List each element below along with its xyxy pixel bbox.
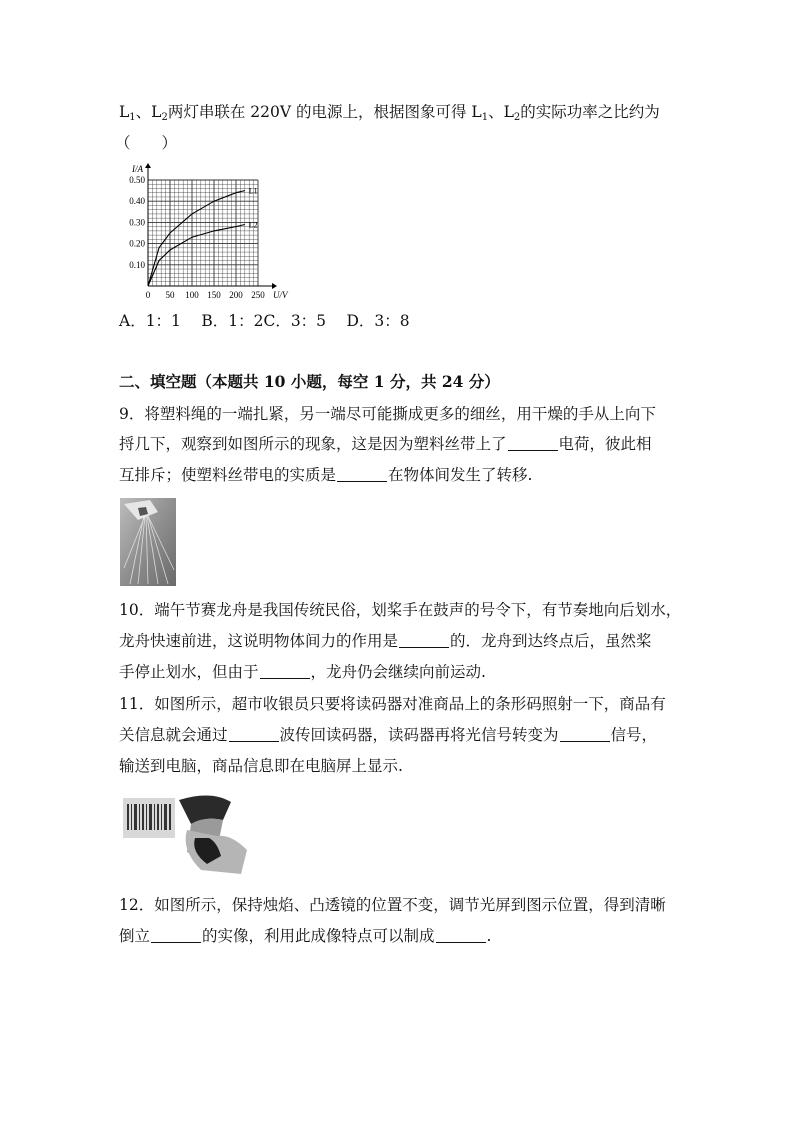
q10-blank-1[interactable] <box>399 633 449 648</box>
q11-line2: 关信息就会通过 波传回读码器，读码器再将光信号转变为 信号， <box>119 726 658 744</box>
q12-line2: 倒立 的实像，利用此成像特点可以制成 . <box>119 927 492 945</box>
q8-stem: $L_1$、$L_2$两灯串联在 220V 的电源上，根据图象可得 $L_1$、$L_2$的实际功率之比约为 <box>119 103 660 123</box>
q11-line1: 11．如图所示，超市收银员只要将读码器对准商品上的条形码照射一下，商品有 <box>119 695 666 713</box>
x-tick-label: 100 <box>185 290 199 300</box>
plastic-strands-photo <box>120 498 176 586</box>
q9-line2: 捋几下，观察到如图所示的现象，这是因为塑料丝带上了 电荷，彼此相 <box>119 435 652 453</box>
x-axis-arrow <box>272 283 277 289</box>
y-tick-label: 0.50 <box>129 175 145 185</box>
q8-answer-paren: （ ） <box>115 134 178 152</box>
x-tick-label: 50 <box>165 290 175 300</box>
q9-line1: 9．将塑料绳的一端扎紧，另一端尽可能撕成更多的细丝，用干燥的手从上向下 <box>119 405 656 423</box>
q9-line3: 互排斥；使塑料丝带电的实质是 在物体间发生了转移. <box>119 466 533 484</box>
section-heading: 二、填空题（本题共 10 小题，每空 1 分，共 24 分） <box>119 372 500 391</box>
q10-line2: 龙舟快速前进，这说明物体间力的作用是 的．龙舟到达终点后，虽然桨 <box>119 632 652 650</box>
series-label-l2: L2 <box>248 220 258 230</box>
q12-blank-1[interactable] <box>151 928 201 943</box>
x-tick-label: 250 <box>251 290 265 300</box>
x-axis-label: U/V <box>273 290 288 300</box>
q11-blank-1[interactable] <box>229 727 279 742</box>
iv-curve-chart <box>118 158 298 303</box>
y-tick-label: 0.40 <box>129 196 145 207</box>
q9-blank-1[interactable] <box>508 436 558 451</box>
q10-blank-2[interactable] <box>260 664 310 679</box>
series-label-l1: L1 <box>248 186 258 196</box>
q12-line1: 12．如图所示，保持烛焰、凸透镜的位置不变，调节光屏到图示位置，得到清晰 <box>119 896 666 914</box>
y-tick-label: 0.20 <box>129 238 145 249</box>
y-axis-arrow <box>145 163 151 168</box>
q9-blank-2[interactable] <box>337 467 387 482</box>
y-tick-label: 0.10 <box>129 259 145 270</box>
x-tick-label: 0 <box>145 290 151 300</box>
y-tick-label: 0.30 <box>129 217 145 228</box>
q12-blank-2[interactable] <box>436 928 486 943</box>
q11-blank-2[interactable] <box>560 727 610 742</box>
q11-line3: 输送到电脑，商品信息即在电脑屏上显示. <box>119 757 403 775</box>
q8-options: A．1：1 B．1：2C．3：5 D．3：8 <box>119 312 410 330</box>
x-tick-label: 200 <box>229 290 243 300</box>
q10-line1: 10．端午节赛龙舟是我国传统民俗，划桨手在鼓声的号令下，有节奏地向后划水， <box>119 601 682 619</box>
q10-line3: 手停止划水，但由于 ，龙舟仍会继续向前运动. <box>119 663 486 681</box>
barcode-scanner-photo <box>121 790 249 876</box>
y-axis-label: I/A <box>132 164 143 174</box>
x-tick-label: 150 <box>207 290 221 300</box>
